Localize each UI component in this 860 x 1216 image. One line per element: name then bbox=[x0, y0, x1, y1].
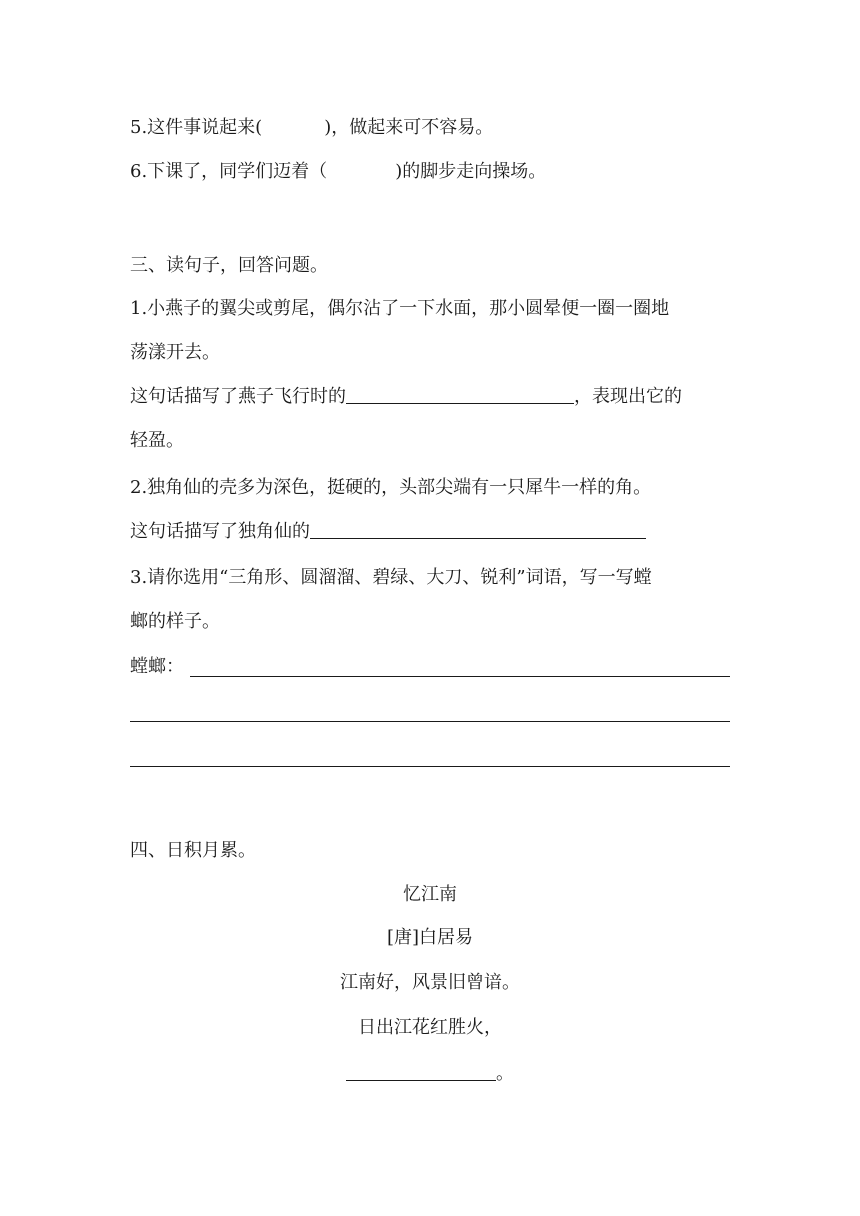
section-3-q2-answer bbox=[130, 520, 646, 544]
section-3-q1-answer-before: 这句话描写了燕子飞行时的 bbox=[130, 386, 346, 407]
section-3-q3-answer-line-2[interactable] bbox=[130, 721, 730, 722]
poem-line-3-end: 。 bbox=[496, 1063, 514, 1084]
question-5-text-after: )，做起来可不容易。 bbox=[324, 117, 494, 138]
section-3-q3-line1: 3.请你选用“三角形、圆溜溜、碧绿、大刀、锐利”词语，写一写螳 bbox=[130, 567, 652, 588]
section-3-q3-line2: 螂的样子。 bbox=[130, 611, 220, 632]
poem-title: 忆江南 bbox=[403, 884, 457, 905]
section-3-q1-line2: 荡漾开去。 bbox=[130, 342, 220, 363]
poem-line-1: 江南好，风景旧曾谙。 bbox=[340, 972, 520, 993]
section-3-q1-answer-after: ，表现出它的 bbox=[574, 386, 682, 407]
section-3-q1-answer bbox=[130, 385, 682, 409]
question-5 bbox=[130, 116, 493, 140]
poem-line-3-blank[interactable] bbox=[346, 1062, 496, 1081]
section-3-q1-answer-line2: 轻盈。 bbox=[130, 430, 184, 451]
question-6-text-after: )的脚步走向操场。 bbox=[395, 161, 547, 182]
section-3-q2-answer-before: 这句话描写了独角仙的 bbox=[130, 521, 310, 542]
section-3-q3-answer-label: 螳螂： bbox=[130, 656, 184, 677]
section-3-q1-line1: 1.小燕子的翼尖或剪尾，偶尔沾了一下水面，那小圆晕便一圈一圈地 bbox=[130, 298, 670, 319]
section-4-heading: 四、日积月累。 bbox=[130, 840, 256, 861]
section-3-q3-answer-line-3[interactable] bbox=[130, 766, 730, 767]
section-3-q2-answer-blank[interactable] bbox=[310, 520, 646, 539]
poem-author: [唐]白居易 bbox=[386, 927, 474, 948]
section-3-q3-answer-line-1[interactable] bbox=[190, 676, 730, 677]
poem-line-3 bbox=[0, 1062, 860, 1086]
question-6 bbox=[130, 160, 546, 184]
section-3-q2-line1: 2.独角仙的壳多为深色，挺硬的，头部尖端有一只犀牛一样的角。 bbox=[130, 477, 652, 498]
section-3-q3-answer bbox=[130, 655, 184, 679]
question-5-text-before: 5.这件事说起来( bbox=[130, 117, 263, 138]
question-6-text-before: 6.下课了，同学们迈着（ bbox=[130, 161, 328, 182]
poem-line-2: 日出江花红胜火， bbox=[358, 1017, 502, 1038]
section-3-heading: 三、读句子，回答问题。 bbox=[130, 255, 328, 276]
section-3-q1-answer-blank[interactable] bbox=[346, 385, 574, 404]
